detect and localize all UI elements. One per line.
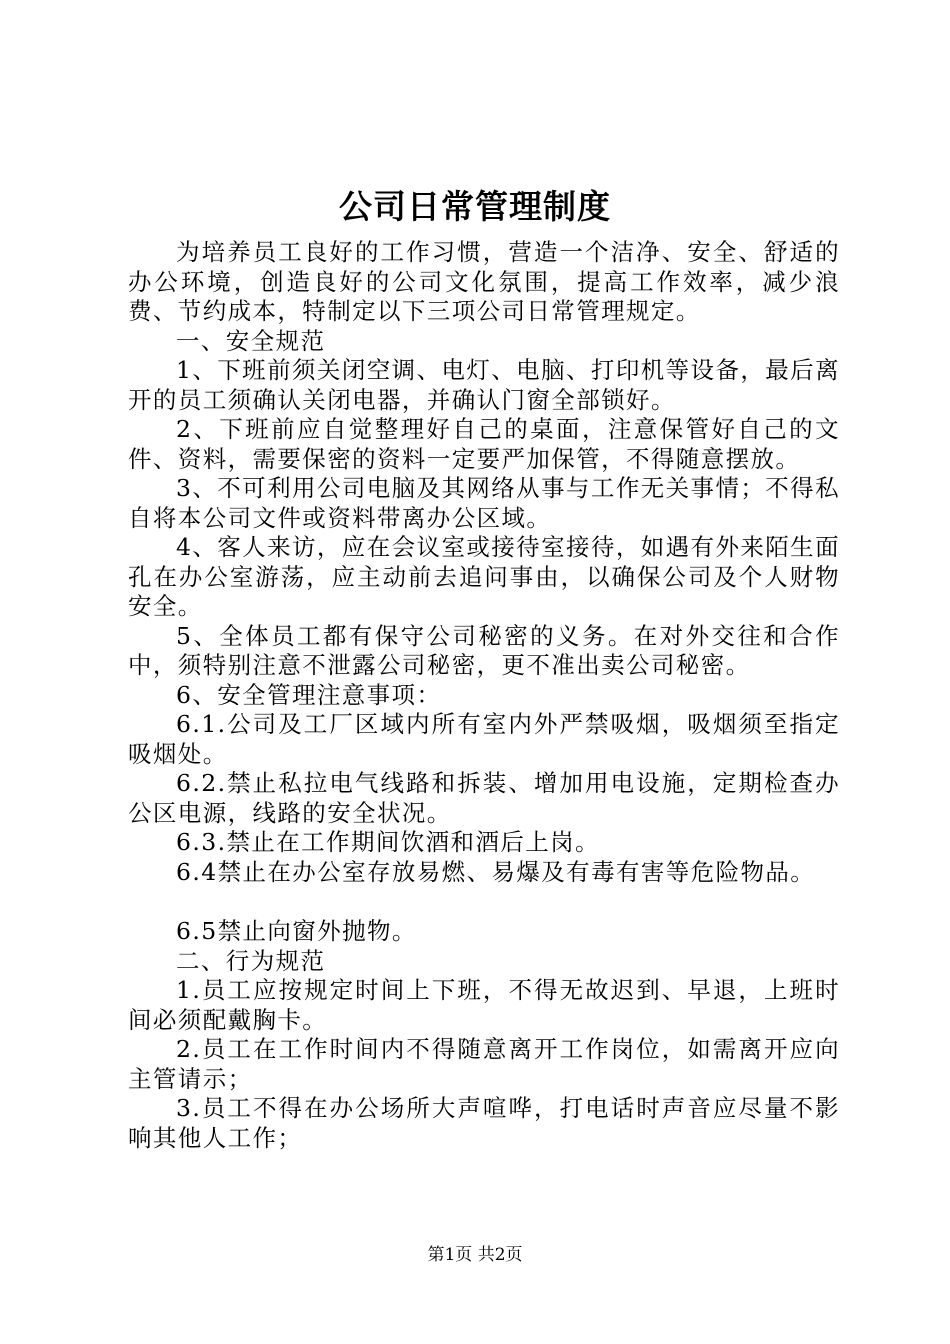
safety-item-2: 2、下班前应自觉整理好自己的桌面，注意保管好自己的文件、资料，需要保密的资料一定要严加保管，不得随意摆放。: [128, 415, 840, 473]
safety-subitem-6-3: 6.3.禁止在工作期间饮酒和酒后上岗。: [176, 828, 600, 856]
safety-subitem-6-1: 6.1.公司及工厂区域内所有室内外严禁吸烟，吸烟须至指定吸烟处。: [128, 710, 840, 768]
safety-subitem-6-2: 6.2.禁止私拉电气线路和拆装、增加用电设施，定期检查办公区电源，线路的安全状况。: [128, 769, 840, 827]
section-heading-safety: 一、安全规范: [176, 326, 326, 355]
safety-item-6: 6、安全管理注意事项：: [176, 680, 442, 709]
page-footer: 第1页 共2页: [427, 1245, 523, 1265]
behavior-item-2: 2.员工在工作时间内不得随意离开工作岗位，如需离开应向主管请示；: [128, 1035, 840, 1093]
document-title: 公司日常管理制度: [339, 187, 611, 226]
safety-subitem-6-5: 6.5禁止向窗外抛物。: [176, 917, 417, 945]
safety-item-4: 4、客人来访，应在会议室或接待室接待，如遇有外来陌生面孔在办公室游荡，应主动前去追问事由，以确保公司及个人财物安全。: [128, 533, 840, 620]
safety-item-1: 1、下班前须关闭空调、电灯、电脑、打印机等设备，最后离开的员工须确认关闭电器，并确认门窗全部锁好。: [128, 356, 840, 414]
section-heading-behavior: 二、行为规范: [176, 946, 326, 975]
document-body: [128, 238, 840, 1153]
safety-subitem-6-4: 6.4禁止在办公室存放易燃、易爆及有毒有害等危险物品。: [176, 857, 816, 886]
behavior-item-1: 1.员工应按规定时间上下班，不得无故迟到、早退，上班时间必须配戴胸卡。: [128, 976, 840, 1034]
behavior-item-3: 3.员工不得在办公场所大声喧哗，打电话时声音应尽量不影响其他人工作；: [128, 1094, 840, 1152]
intro-paragraph: 为培养员工良好的工作习惯，营造一个洁净、安全、舒适的办公环境，创造良好的公司文化氛围，提高工作效率，减少浪费、节约成本，特制定以下三项公司日常管理规定。: [128, 238, 840, 325]
safety-item-3: 3、不可利用公司电脑及其网络从事与工作无关事情；不得私自将本公司文件或资料带离办公区域。: [128, 474, 840, 532]
safety-item-5: 5、全体员工都有保守公司秘密的义务。在对外交往和合作中，须特别注意不泄露公司秘密，更不准出卖公司秘密。: [128, 621, 840, 679]
